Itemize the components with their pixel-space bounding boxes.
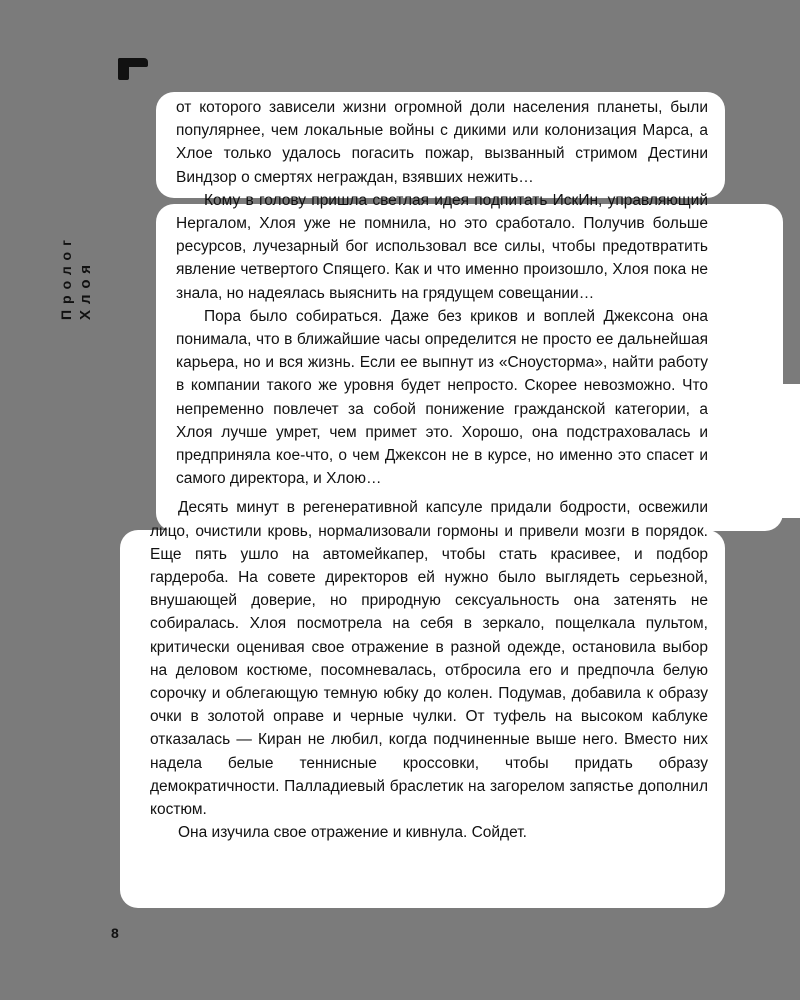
- running-header: [56, 234, 96, 320]
- edge-tab: [764, 384, 800, 518]
- paragraph: от которого зависели жизни огромной доли населения планеты, были популярнее, чем локальные войны с дикими или колонизация Марса, а Хлое только удалось погасить пожар, вызванный стримом Дестини Виндзор о смертях неграждан, взявших нежить…: [176, 99, 708, 186]
- paragraph: Она изучила свое отражение и кивнула. Сойдет.: [178, 824, 527, 842]
- chapter-title: Пролог: [58, 234, 74, 320]
- page-number: 8: [111, 925, 119, 941]
- character-name: Хлоя: [77, 258, 94, 320]
- paragraph: Десять минут в регенеративной капсуле придали бодрости, освежили лицо, очистили кровь, нормализовали гормоны и привели мозги в порядок. Еще пять ушло на автомейкапер, чтобы стать красивее, и подбор гардероба. На совете директоров ей нужно было выглядеть серьезной, внушающей доверие, но природную сексуальность она затенять не собиралась. Хлоя посмотрела на себя в зеркало, пощелкала пультом, критически оценивая свое отражение в разной одежде, остановила выбор на деловом костюме, посомневалась, отбросила его и предпочла белую сорочку и облегающую темную юбку до колен. Подумав, добавила к образу очки в золотой оправе и черные чулки. От туфель на высоком каблуке отказалась — Киран не любил, когда подчиненные выше него. Вместо них надела белые теннисные кроссовки, чтобы придать образу демократичности. Палладиевый браслетик на загорелом запястье дополнил костюм.: [150, 499, 708, 819]
- paragraph: Кому в голову пришла светлая идея подпитать ИскИн, управляющий Нергалом, Хлоя уже не помнила, но это сработало. Получив больше ресурсов, лучезарный бог использовал все силы, чтобы предотвратить явление четвертого Спящего. Как и что именно произошло, Хлоя пока не знала, но надеялась выяснить на грядущем совещании…: [176, 191, 708, 302]
- paragraph: Пора было собираться. Даже без криков и воплей Джексона она понимала, что в ближайшие часы определится не просто ее дальнейшая карьера, но и вся жизнь. Если ее выпнут из «Сноусторма», найти работу в компании такого же уровня будет непросто. Скорее невозможно. Что непременно повлечет за собой понижение гражданской категории, а Хлоя лучше умрет, чем примет это. Хорошо, она подстраховалась и предприняла кое-что, о чем Джексон не в курсе, но именно это спасет и самого директора, и Хлою…: [176, 307, 708, 488]
- body-text: [150, 96, 708, 845]
- corner-bracket-mark: [118, 58, 148, 80]
